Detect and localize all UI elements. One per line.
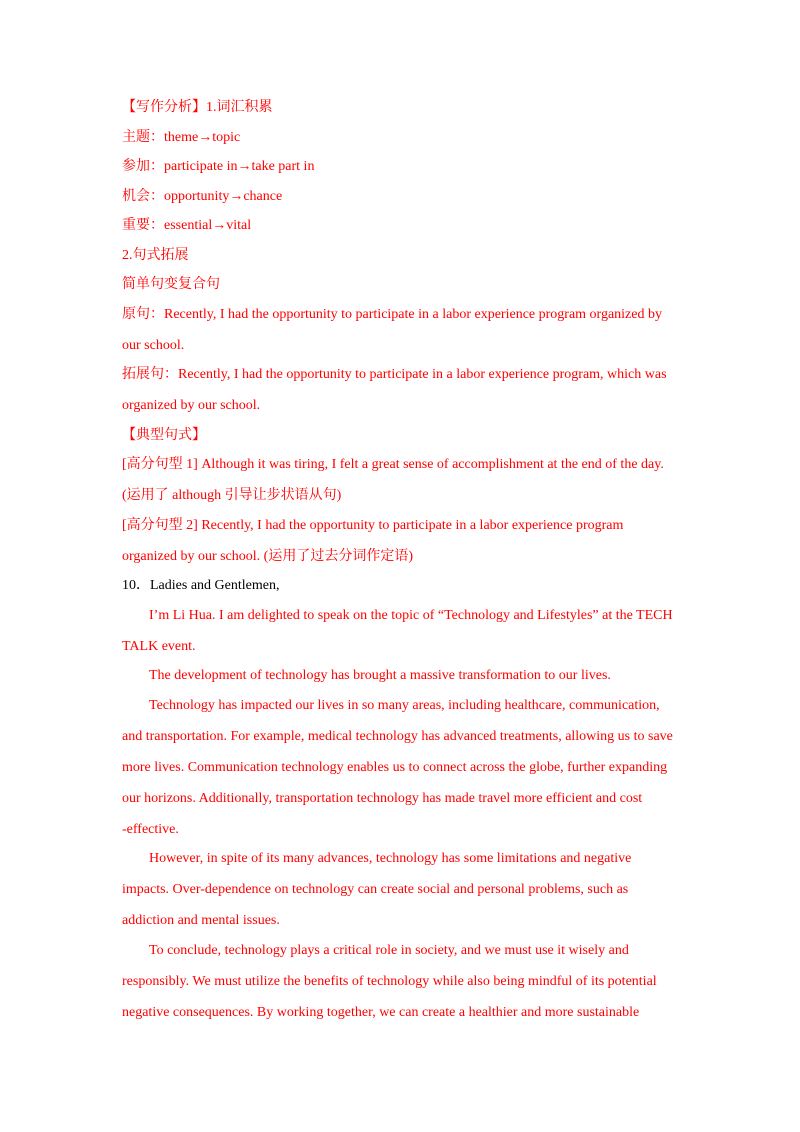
essay-line: our horizons. Additionally, transportation technology has made travel more efficient and cost [122,790,643,806]
essay-line: -effective. [122,821,179,837]
essay-number-label: 10．Ladies and Gentlemen, [122,578,280,593]
essay-line: TALK event. [122,638,196,654]
vocab-item: 重要：essential→vital [122,218,252,233]
original-sentence-cont: our school. [122,337,185,353]
original-sentence: 原句：Recently, I had the opportunity to participate in a labor experience program organized by [122,306,662,322]
typical-sentence-2-cont: organized by our school. (运用了过去分词作定语) [122,548,413,564]
essay-line: I’m Li Hua. I am delighted to speak on the topic of “Technology and Lifestyles” at the TECH [149,607,673,623]
typical-sentence-1: [高分句型 1] Although it was tiring, I felt a great sense of accomplishment at the end of the day. [122,457,664,472]
section2-title: 2.句式拓展 [122,247,189,263]
essay-line: more lives. Communication technology enables us to connect across the globe, further expanding [122,759,668,775]
essay-line: negative consequences. By working together, we can create a healthier and more sustainable [122,1004,640,1020]
expanded-sentence-cont: organized by our school. [122,398,261,413]
essay-line: responsibly. We must utilize the benefits of technology while also being mindful of its potential [122,973,657,989]
typical-sentence-1-note: (运用了 although 引导让步状语从句) [122,488,342,503]
vocab-item: 主题：theme→topic [122,129,241,145]
typical-title: 【典型句式】 [122,427,206,443]
expanded-sentence: 拓展句：Recently, I had the opportunity to participate in a labor experience program, which was [122,367,667,382]
essay-line: Technology has impacted our lives in so many areas, including healthcare, communication, [149,697,660,713]
essay-line: However, in spite of its many advances, technology has some limitations and negative [149,851,632,866]
essay-line: impacts. Over-dependence on technology can create social and personal problems, such as [122,882,629,897]
section2-subtitle: 简单句变复合句 [122,277,220,292]
document-page [122,96,682,1032]
essay-line: To conclude, technology plays a critical role in society, and we must use it wisely and [149,942,629,958]
essay-line: The development of technology has brought a massive transformation to our lives. [149,668,611,683]
essay-line: and transportation. For example, medical technology has advanced treatments, allowing us to save [122,728,673,744]
vocab-item: 参加：participate in→take part in [122,159,315,174]
analysis-header: 【写作分析】1.词汇积累 [122,100,273,115]
vocab-item: 机会：opportunity→chance [122,188,283,204]
essay-line: addiction and mental issues. [122,913,280,928]
typical-sentence-2: [高分句型 2] Recently, I had the opportunity to participate in a labor experience program [122,517,624,533]
